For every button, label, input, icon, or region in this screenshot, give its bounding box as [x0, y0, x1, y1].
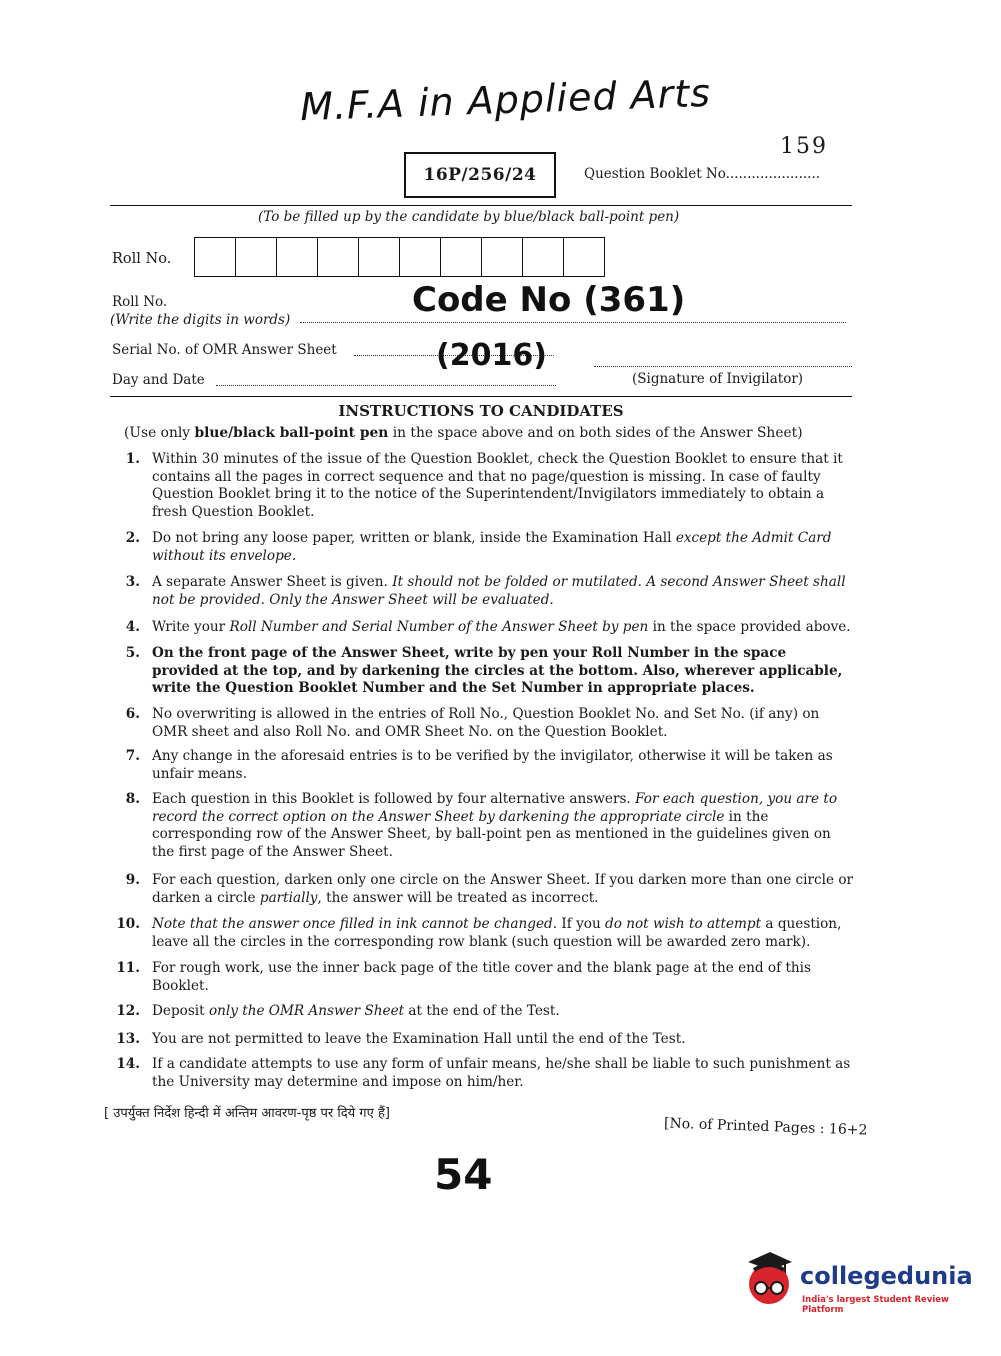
collegedunia-logo [740, 1248, 973, 1318]
instruction-text-part: No overwriting is allowed in the entries of Roll No., Question Booklet No. and Set No. (if any) on OMR sheet and also Roll No. and OMR Sheet No. on the Question Booklet. [152, 706, 820, 740]
instruction-text-part: Deposit [152, 1003, 209, 1019]
day-date-line[interactable] [216, 385, 556, 386]
instruction-text [152, 872, 857, 907]
roll-no-boxes[interactable] [194, 237, 605, 277]
handwritten-roll-words: Code No (361) [412, 280, 686, 320]
instruction-item [112, 706, 857, 741]
instruction-number: 11. [116, 960, 140, 976]
paper-code-box [404, 152, 556, 198]
instruction-text [152, 451, 857, 521]
instruction-text-part: Note that the answer once filled in ink cannot be changed. [152, 916, 558, 932]
instruction-text-part: If a candidate attempts to use any form of unfair means, he/she shall be liable to such punishment as the University may determine and impose on him/her. [152, 1056, 851, 1090]
instruction-text-part: do not wish to attempt [605, 916, 762, 932]
instruction-item [112, 1056, 857, 1091]
instruction-text-part: For each question, you are to record the correct option on the Answer Sheet by darkening the appropriate circle [152, 791, 838, 825]
instruction-text-part: at the end of the Test. [404, 1003, 560, 1019]
instruction-text [152, 1056, 857, 1091]
brand-tagline: India's largest Student Review Platform [802, 1295, 949, 1315]
instruction-text-part: only the OMR Answer Sheet [208, 1003, 405, 1019]
instructions-intro [124, 425, 803, 441]
paper-code: 16P/256/24 [423, 165, 537, 185]
instruction-text [152, 619, 857, 637]
handwritten-bottom-number: 54 [434, 1150, 493, 1199]
instruction-text-part: For each question, darken only one circle on the Answer Sheet. If you darken more than one circle or darken a circle [152, 872, 854, 906]
instruction-item [112, 619, 857, 637]
instruction-text-part: in the space provided above. [648, 619, 851, 635]
instructions-heading: INSTRUCTIONS TO CANDIDATES [338, 402, 624, 420]
roll-no-label: Roll No. [112, 251, 172, 267]
instruction-number: 13. [116, 1031, 140, 1047]
instruction-text [152, 574, 857, 609]
intro-post: in the space above and on both sides of the Answer Sheet) [388, 425, 803, 441]
instruction-text [152, 1003, 857, 1021]
instruction-number: 5. [125, 645, 140, 661]
instruction-number: 3. [125, 574, 140, 590]
instruction-text [152, 645, 857, 698]
instruction-item [112, 872, 857, 907]
brand-name: collegedunia [800, 1262, 973, 1290]
instruction-item [112, 645, 857, 698]
instruction-item [112, 916, 857, 951]
instruction-item [112, 748, 857, 783]
question-booklet-label: Question Booklet No...................... [584, 166, 821, 182]
instruction-text-part: except the Admit Card without its envelope. [152, 530, 832, 564]
mascot-icon [740, 1248, 798, 1310]
hindi-note: [ उपर्युक्त निर्देश हिन्दी में अन्तिम आवरण-पृष्ठ पर दिये गए हैं] [104, 1106, 390, 1121]
instruction-text [152, 748, 857, 783]
instruction-text-part: Do not bring any loose paper, written or blank, inside the Examination Hall [152, 530, 676, 546]
instruction-item [112, 451, 857, 521]
instruction-item [112, 1031, 857, 1049]
mid-rule [110, 396, 852, 397]
fill-note: (To be filled up by the candidate by blue/black ball-point pen) [258, 209, 680, 225]
intro-pre: (Use only [124, 425, 195, 441]
instruction-text-part: If you [557, 916, 606, 932]
intro-bold: blue/black ball-point pen [194, 425, 389, 441]
instruction-text-part: , the answer will be treated as incorrect. [317, 889, 599, 906]
instruction-text [152, 530, 857, 565]
instruction-number: 7. [125, 748, 140, 764]
instruction-text-part: A separate Answer Sheet is given. [152, 574, 393, 590]
serial-label: Serial No. of OMR Answer Sheet [112, 342, 337, 358]
instruction-number: 6. [125, 706, 140, 722]
instruction-text-part: Each question in this Booklet is followed by four alternative answers. [152, 791, 636, 807]
instruction-text-part: Roll Number and Serial Number of the Answer Sheet by pen [229, 619, 649, 635]
instruction-item [112, 574, 857, 609]
instruction-text-part: Write your [152, 619, 230, 635]
instruction-text-part: It should not be folded or mutilated. A second Answer Sheet shall not be provided. Only the Answer Sheet will be evaluated. [152, 574, 846, 608]
handwritten-title: M.F.A in Applied Arts [299, 70, 712, 130]
instruction-number: 14. [116, 1056, 140, 1072]
instruction-text [152, 960, 857, 995]
instruction-item [112, 791, 857, 861]
signature-label: (Signature of Invigilator) [632, 371, 804, 387]
instruction-text-part: Any change in the aforesaid entries is to be verified by the invigilator, otherwise it will be taken as unfair means. [152, 748, 833, 782]
instruction-text-part: On the front page of the Answer Sheet, write by pen your Roll Number in the space provided at the top, and by darkening the circles at the bottom. Also, wherever applicable, write the Question Booklet Number and the Set Number in appropriate places. [152, 645, 843, 696]
instruction-number: 9. [125, 872, 140, 888]
instruction-number: 2. [125, 530, 140, 546]
instruction-text [152, 1031, 857, 1049]
instruction-text-part: a question, leave all the circles in the corresponding row blank (such question will be awarded zero mark). [152, 916, 842, 950]
instruction-text-part: partially [259, 889, 318, 906]
printed-pages: [No. of Printed Pages : 16+2 [663, 1115, 868, 1139]
instruction-number: 12. [116, 1003, 140, 1019]
instruction-number: 8. [125, 791, 140, 807]
instruction-number: 4. [125, 619, 140, 635]
instruction-text-part: Within 30 minutes of the issue of the Question Booklet, check the Question Booklet to ensure that it contains all the pages in correct sequence and that no page/question is missing. In case of faulty Question Booklet bring it to the notice of the Superintendent/Invigilators immediately to obtain a fresh Question Booklet. [152, 451, 843, 520]
instruction-number: 10. [116, 916, 140, 932]
top-rule [110, 205, 852, 206]
booklet-number: 159 [780, 134, 828, 159]
handwritten-serial: (2016) [436, 338, 547, 373]
instruction-text-part: You are not permitted to leave the Examination Hall until the end of the Test. [152, 1031, 686, 1047]
instruction-text [152, 706, 857, 741]
instruction-text [152, 916, 857, 951]
instruction-text-part: in the corresponding row of the Answer Sheet, by ball-point pen as mentioned in the guidelines given on the first page of the Answer Sheet. [152, 808, 831, 860]
instruction-text-part: For rough work, use the inner back page of the title cover and the blank page at the end of this Booklet. [152, 960, 811, 994]
day-date-label: Day and Date [112, 372, 205, 388]
instruction-item [112, 530, 857, 565]
instruction-number: 1. [125, 451, 140, 467]
instruction-item [112, 1003, 857, 1021]
instruction-item [112, 960, 857, 995]
roll-words-label: Roll No. [112, 294, 168, 310]
signature-line[interactable] [594, 366, 852, 367]
roll-words-line[interactable] [300, 322, 846, 323]
instruction-text [152, 791, 857, 861]
roll-words-sublabel: (Write the digits in words) [110, 312, 291, 328]
